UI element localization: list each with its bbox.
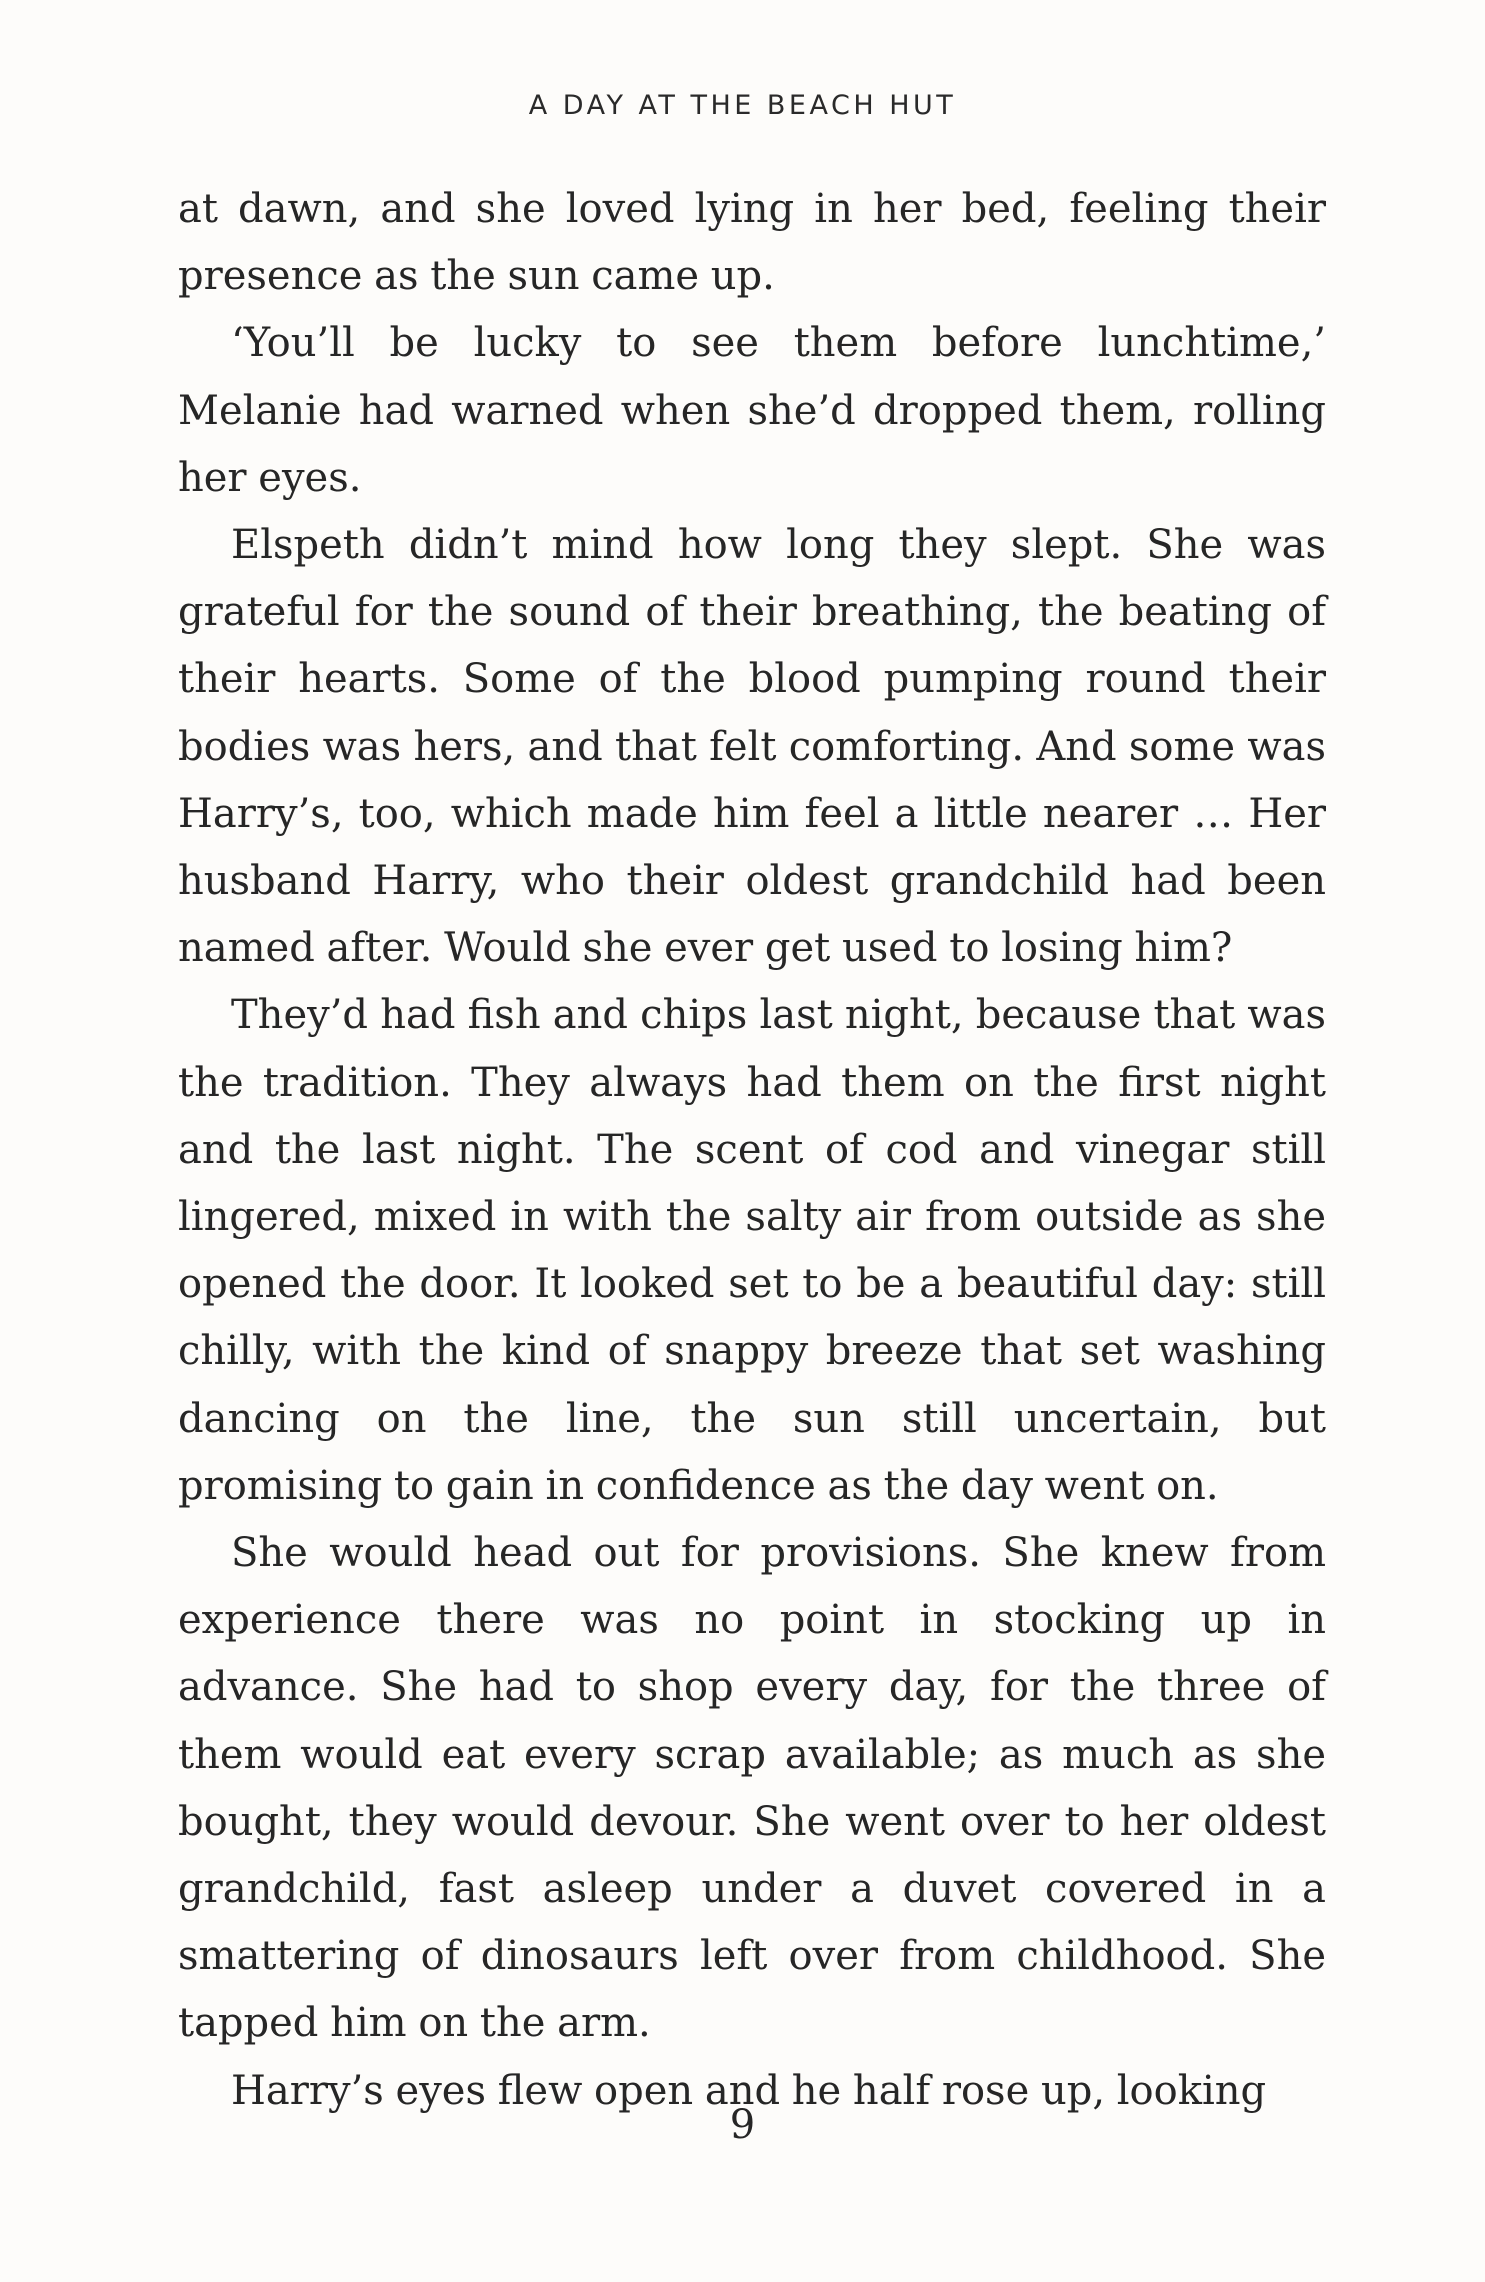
paragraph-4: They’d had fish and chips last night, because that was the tradition. They always had them on the first night and the last night. The scent of cod and vinegar still lingered, mixed in with the salty air from outside as she opened the door. It looked set to be a beautiful day: still chilly, with the kind of snappy breeze that set washing dancing on the line, the sun still uncertain, but promising to gain in confidence as the day went on. xyxy=(178,992,1326,1509)
page-number: 9 xyxy=(729,2102,756,2148)
paragraph-2: ‘You’ll be lucky to see them before lunchtime,’ Melanie had warned when she’d dropped them, rolling her eyes. xyxy=(178,320,1326,501)
paragraph-3: Elspeth didn’t mind how long they slept. She was grateful for the sound of their breathing, the beating of their hearts. Some of the blood pumping round their bodies was hers, and that felt comforting. And some was Harry’s, too, which made him feel a little nearer … Her husband Harry, who their oldest grandchild had been named after. Would she ever get used to losing him? xyxy=(178,522,1326,972)
paragraph-1: at dawn, and she loved lying in her bed, feeling their presence as the sun came up. xyxy=(178,186,1326,300)
running-head: A DAY AT THE BEACH HUT xyxy=(528,90,957,121)
body-text xyxy=(178,176,1326,2125)
paragraph-5: She would head out for provisions. She knew from experience there was no point in stocking up in advance. She had to shop every day, for the three of them would eat every scrap available; as much as she bought, they would devour. She went over to her oldest grandchild, fast asleep under a duvet covered in a smattering of dinosaurs left over from childhood. She tapped him on the arm. xyxy=(178,1530,1326,2047)
paragraph-6: Harry’s eyes flew open and he half rose up, looking xyxy=(231,2067,1267,2114)
